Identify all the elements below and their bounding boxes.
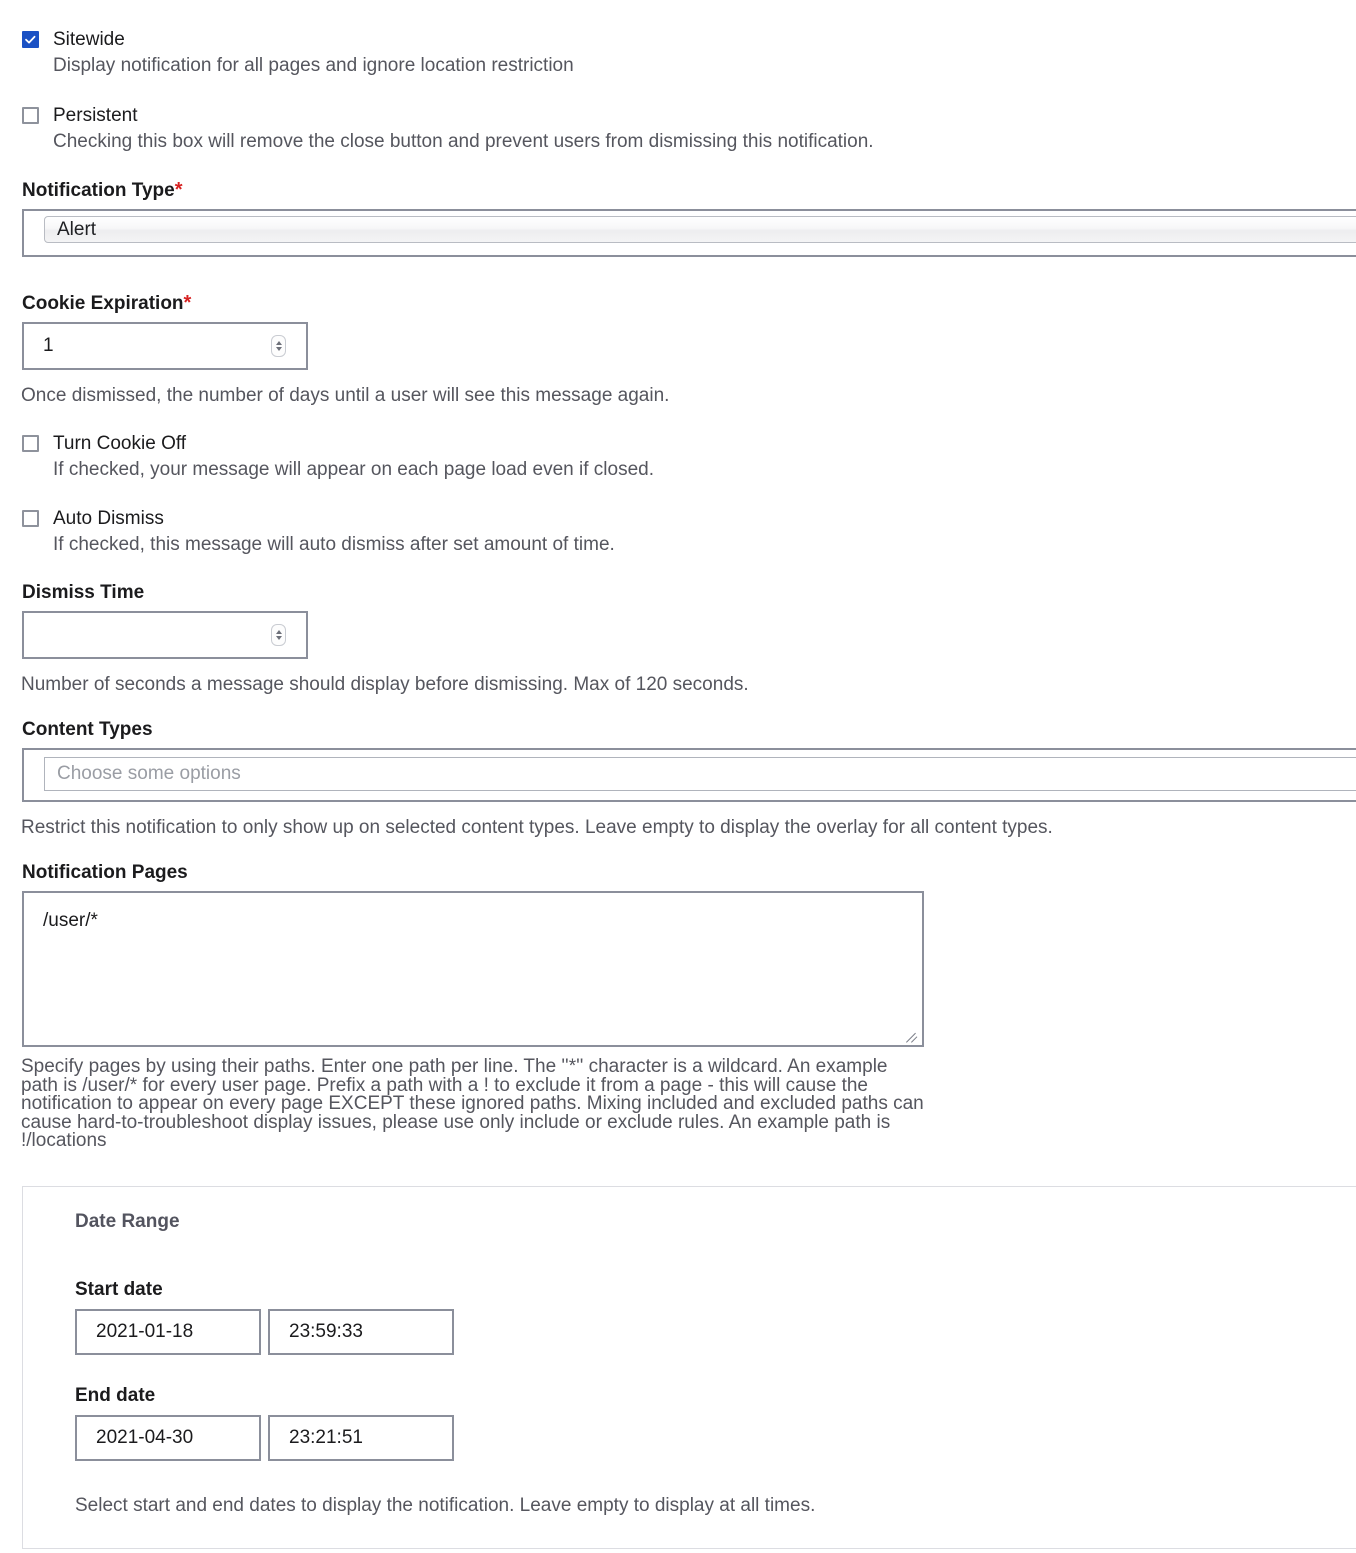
cookie-expiration-value: 1 xyxy=(43,335,54,356)
notification-pages-textarea[interactable] xyxy=(22,891,924,1047)
field-sitewide xyxy=(0,29,1356,78)
auto-dismiss-label: Auto Dismiss xyxy=(53,508,164,529)
resize-handle-icon[interactable] xyxy=(905,1029,919,1043)
field-persistent xyxy=(0,105,1356,154)
end-date-group xyxy=(75,1385,1356,1461)
dismiss-time-description: Number of seconds a message should display before dismissing. Max of 120 seconds. xyxy=(21,674,749,695)
notification-pages-description: Specify pages by using their paths. Enter one path per line. The ''*'' character is a wildcard. An example path is /user/* for every user page. Prefix a path with a ! to exclude it from a page - this will cause the notification to appear on every page EXCEPT these ignored paths. Mixing included and excluded paths can cause hard-to-troubleshoot display issues, please use only include or exclude rules. An example path is !/locations xyxy=(21,1056,924,1151)
notification-type-label: Notification Type* xyxy=(22,179,183,201)
start-time-input[interactable]: 23:59:33 xyxy=(268,1309,454,1355)
field-notification-type xyxy=(22,180,1356,257)
required-asterisk: * xyxy=(183,292,192,314)
persistent-description: Checking this box will remove the close button and prevent users from dismissing this notification. xyxy=(53,131,874,152)
cookie-expiration-description: Once dismissed, the number of days until a user will see this message again. xyxy=(21,385,670,406)
dismiss-time-label: Dismiss Time xyxy=(22,582,145,603)
content-types-input[interactable]: Choose some options xyxy=(44,757,1356,791)
content-types-widget[interactable] xyxy=(22,748,1356,802)
chevron-down-icon[interactable] xyxy=(276,347,282,351)
notification-type-option-alert[interactable]: Alert xyxy=(44,216,1356,243)
field-content-types xyxy=(22,719,1356,840)
content-types-label: Content Types xyxy=(22,719,153,740)
notification-pages-label: Notification Pages xyxy=(22,862,188,883)
turn-cookie-off-label: Turn Cookie Off xyxy=(53,433,187,454)
chevron-up-icon[interactable] xyxy=(276,630,282,634)
end-date-row xyxy=(75,1415,1356,1461)
end-date-input[interactable]: 2021-04-30 xyxy=(75,1415,261,1461)
turn-cookie-off-description: If checked, your message will appear on each page load even if closed. xyxy=(53,459,654,480)
persistent-label: Persistent xyxy=(53,105,138,126)
start-date-input[interactable]: 2021-01-18 xyxy=(75,1309,261,1355)
end-date-label: End date xyxy=(75,1384,156,1406)
field-cookie-expiration xyxy=(22,293,1356,408)
cookie-expiration-label: Cookie Expiration* xyxy=(22,292,192,314)
sitewide-label: Sitewide xyxy=(53,29,125,50)
field-dismiss-time xyxy=(22,582,1356,697)
notification-settings-form xyxy=(0,29,1356,1549)
chevron-up-icon[interactable] xyxy=(276,341,282,345)
notification-type-select[interactable] xyxy=(22,209,1356,257)
dismiss-time-input[interactable] xyxy=(22,611,308,659)
sitewide-checkbox[interactable] xyxy=(22,31,39,48)
sitewide-description: Display notification for all pages and ignore location restriction xyxy=(53,55,574,76)
date-range-description: Select start and end dates to display the notification. Leave empty to display at all times. xyxy=(75,1494,816,1516)
field-turn-cookie-off xyxy=(0,433,1356,482)
start-date-row xyxy=(75,1309,1356,1355)
auto-dismiss-checkbox[interactable] xyxy=(22,510,39,527)
required-asterisk: * xyxy=(174,179,183,201)
field-auto-dismiss xyxy=(0,508,1356,557)
cookie-expiration-input[interactable] xyxy=(22,322,308,370)
cookie-expiration-stepper[interactable] xyxy=(271,335,286,357)
notification-pages-value: /user/* xyxy=(43,910,98,931)
date-range-fieldset xyxy=(22,1186,1356,1549)
turn-cookie-off-checkbox[interactable] xyxy=(22,435,39,452)
start-date-group xyxy=(75,1279,1356,1355)
chevron-down-icon[interactable] xyxy=(276,636,282,640)
start-date-label: Start date xyxy=(75,1278,163,1300)
dismiss-time-stepper[interactable] xyxy=(271,624,286,646)
content-types-description: Restrict this notification to only show up on selected content types. Leave empty to display the overlay for all content types. xyxy=(21,817,1053,838)
auto-dismiss-description: If checked, this message will auto dismiss after set amount of time. xyxy=(53,534,615,555)
persistent-checkbox[interactable] xyxy=(22,107,39,124)
field-notification-pages xyxy=(22,862,1356,1151)
end-time-input[interactable]: 23:21:51 xyxy=(268,1415,454,1461)
date-range-legend: Date Range xyxy=(75,1210,180,1232)
